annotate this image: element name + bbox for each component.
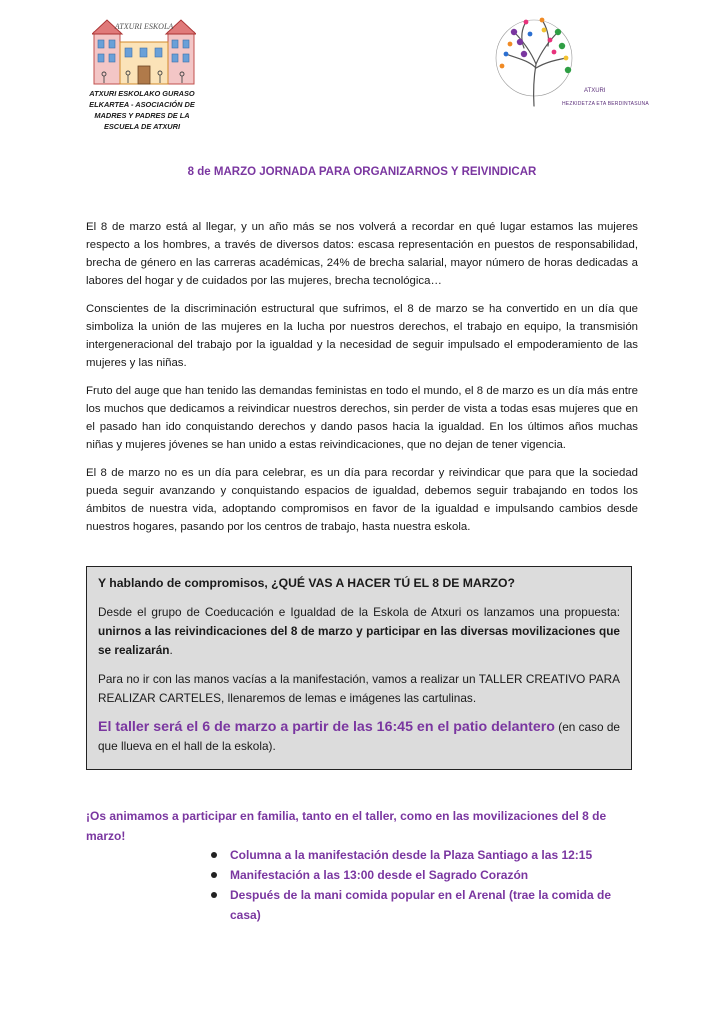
tree-logo	[484, 14, 580, 110]
body-text	[86, 218, 638, 546]
list-item	[202, 885, 642, 925]
list-item	[202, 865, 642, 885]
school-logo-text: ATXURI ESKOLA	[114, 22, 174, 31]
tree-dot	[540, 18, 545, 23]
list-item-label: Manifestación a las 13:00 desde el Sagrado Corazón	[230, 868, 529, 882]
tree-dot	[528, 32, 533, 37]
commitment-question: Y hablando de compromisos, ¿QUÉ VAS A HACER TÚ EL 8 DE MARZO?	[98, 576, 515, 590]
taller-note: (en caso de que llueva en el hall de la eskola).	[98, 720, 620, 753]
taller-paragraph	[98, 718, 620, 756]
proposal-paragraph	[98, 603, 620, 660]
tree-dot	[565, 67, 571, 73]
school-building-logo	[92, 18, 196, 86]
invitation-text: ¡Os animamos a participar en familia, tanto en el taller, como en las movilizaciones del 8 de marzo!	[86, 809, 607, 843]
tree-dot	[500, 64, 505, 69]
tree-dot	[511, 29, 517, 35]
bullet-icon	[211, 872, 217, 878]
paragraph: Conscientes de la discriminación estructural que sufrimos, el 8 de marzo se ha convertido en un día que simboliza la unión de las mujeres en la lucha por nuestros derechos, el trabajo en equipo, la transmisión intergeneracional del trabajo por la igualdad y la necesidad de seguir impulsado el empoderamiento de las mujeres y las niñas.	[86, 303, 638, 369]
tree-dot	[524, 20, 529, 25]
association-name: ATXURI ESKOLAKO GURASO ELKARTEA - ASOCIACIÓN DE MADRES Y PADRES DE LA ESCUELA DE ATXURI	[89, 89, 195, 131]
tree-dot	[548, 38, 553, 43]
paragraph: El 8 de marzo está al llegar, y un año más se nos volverá a recordar en qué lugar estamos las mujeres respecto a los hombres, a través de diversos datos: escasa representación en puestos de responsabilidad, brecha de género en las carreras académicas, 24% de brecha salarial, mayor número de horas dedicadas a labores del hogar y de cuidados por las mujeres, brecha tecnológica…	[86, 221, 638, 287]
paragraph: Fruto del auge que han tenido las demandas feministas en todo el mundo, el 8 de marzo es un día más entre los muchos que dedicamos a reivindicar nuestros derechos, sin perder de vista a todas esas mujeres que en el pasado han ido conquistando derechos y dando pasos hacia la igualdad. En los últimos años muchas niñas y mujeres jóvenes se han unido a estas reivindicaciones, que no dejan de tener vigencia.	[86, 385, 638, 451]
tree-dot	[559, 43, 565, 49]
list-item	[202, 845, 642, 865]
workshop-paragraph: Para no ir con las manos vacías a la manifestación, vamos a realizar un TALLER CREATIVO PARA REALIZAR CARTELES, llenaremos de lemas e imágenes las cartulinas.	[98, 672, 620, 705]
tree-logo-label: ATXURI	[584, 88, 606, 94]
paragraph: El 8 de marzo no es un día para celebrar, es un día para recordar y reivindicar que para que la sociedad pueda seguir avanzando y conquistando espacios de igualdad, debemos seguir trabajando en todos los ámbitos de nuestra vida, adoptando compromisos en favor de la igualdad e impulsando cambios desde nuestros hogares, pasando por los centros de trabajo, hasta nuestra eskola.	[86, 467, 638, 533]
proposal-intro: Desde el grupo de Coeducación e Igualdad de la Eskola de Atxuri os lanzamos una propuesta:	[98, 605, 620, 619]
tree-dot	[555, 29, 561, 35]
tree-dot	[521, 51, 527, 57]
tree-dot	[517, 39, 523, 45]
event-list	[202, 845, 642, 925]
proposal-end: .	[169, 643, 173, 657]
list-item-label: Columna a la manifestación desde la Plaza Santiago a las 12:15	[230, 848, 593, 862]
document-title: 8 de MARZO JORNADA PARA ORGANIZARNOS Y REIVINDICAR	[187, 166, 537, 178]
tree-dot	[542, 28, 547, 33]
list-item-label: Después de la mani comida popular en el Arenal (trae la comida de casa)	[230, 888, 612, 922]
tree-dot	[508, 42, 513, 47]
proposal-bold: unirnos a las reivindicaciones del 8 de marzo y participar en las diversas movilizaciones que se realizarán	[98, 624, 620, 657]
tree-logo-subtitle: HEZKIDETZA ETA BERDINTASUNA	[562, 101, 649, 107]
tree-dot	[564, 56, 569, 61]
tree-dot	[504, 52, 509, 57]
bullet-icon	[211, 892, 217, 898]
taller-highlight: El taller será el 6 de marzo a partir de las 16:45 en el patio delantero	[98, 719, 555, 735]
commitment-box	[86, 566, 632, 770]
bullet-icon	[211, 852, 217, 858]
tree-dot	[552, 50, 557, 55]
